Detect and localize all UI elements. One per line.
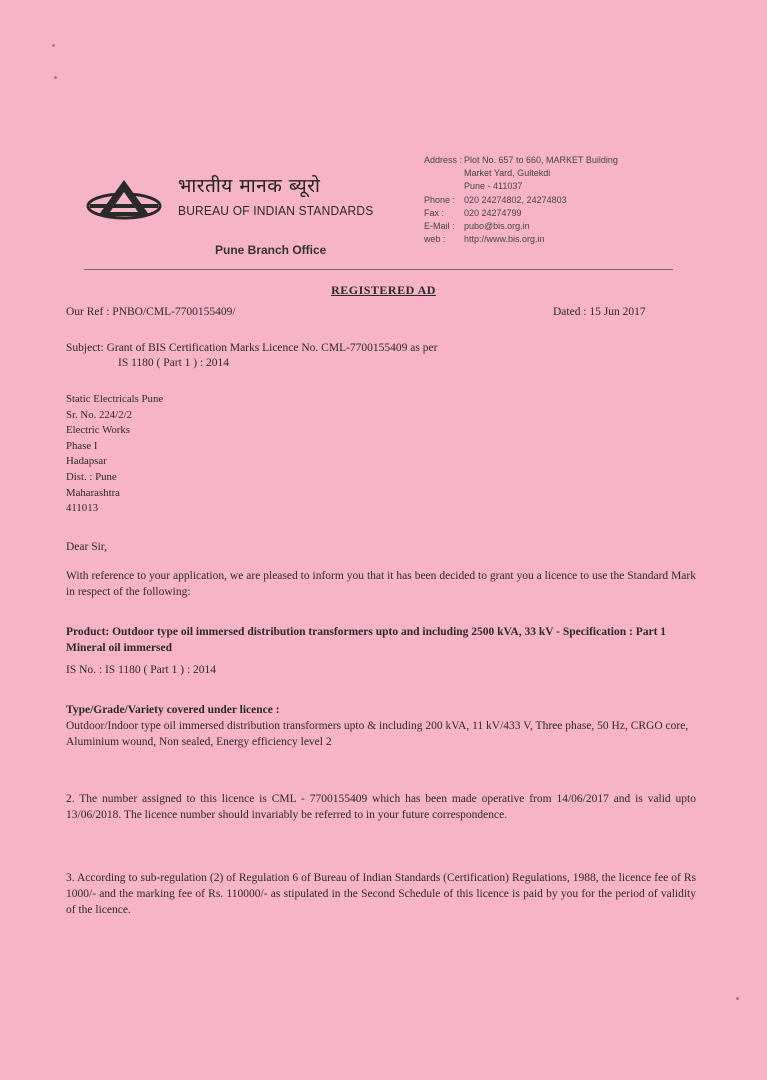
web-row: web : http://www.bis.org.in [424, 234, 545, 245]
subject-block [66, 341, 626, 371]
bis-logo-icon [86, 176, 162, 224]
subject-line: Subject: Grant of BIS Certification Marks Licence No. CML-7700155409 as per [66, 342, 438, 354]
phone-row: Phone : 020 24274802, 24274803 [424, 194, 567, 205]
our-reference: Our Ref : PNBO/CML-7700155409/ [66, 306, 236, 318]
types-covered-block [66, 702, 696, 750]
recipient-line: Hadapsar [66, 455, 107, 468]
bis-hindi-name: भारतीय मानक ब्यूरो [178, 175, 321, 197]
address-row: Pune - 411037 [464, 181, 523, 192]
recipient-line: Phase I [66, 439, 98, 452]
paragraph-fees: 3. According to sub-regulation (2) of Regulation 6 of Bureau of Indian Standards (Certification) Regulations, 1988, the licence fee of Rs 1000/- and the marking fee of Rs. 110000/- as stipulated in the Second Schedule of this licence is paid by you for the period of validity of the licence. [66, 872, 696, 916]
fax-row: Fax : 020 24274799 [424, 207, 522, 218]
branch-office-label: Pune Branch Office [215, 243, 327, 257]
paper-speck [54, 76, 57, 79]
types-text: Outdoor/Indoor type oil immersed distribution transformers upto & including 200 kVA, 11 kV/433 V, Three phase, 50 Hz, CRGO core, Aluminium wound, Non sealed, Energy efficiency level 2 [66, 720, 689, 748]
recipient-line: Electric Works [66, 424, 130, 437]
product-description: Product: Outdoor type oil immersed distribution transformers upto and including 2500 kVA, 33 kV - Specification : Part 1 Mineral oil immersed [66, 626, 667, 654]
paragraph-intro: With reference to your application, we are pleased to inform you that it has been decided to grant you a licence to use the Standard Mark in respect of the following: [66, 570, 696, 598]
email-row: E-Mail : pubo@bis.org.in [424, 221, 530, 232]
office-address-block [424, 154, 684, 246]
recipient-line: Maharashtra [66, 486, 120, 499]
types-heading: Type/Grade/Variety covered under licence : [66, 704, 280, 716]
letter-date: Dated : 15 Jun 2017 [553, 306, 646, 318]
salutation: Dear Sir, [66, 541, 108, 553]
address-row: Market Yard, Gultekdi [464, 168, 551, 179]
paper-speck [52, 44, 55, 47]
subject-standard: IS 1180 ( Part 1 ) : 2014 [118, 357, 230, 369]
registered-ad-label: REGISTERED AD [331, 283, 436, 297]
recipient-line: Dist. : Pune [66, 470, 117, 483]
recipient-line: Static Electricals Pune [66, 393, 164, 405]
bis-english-name: BUREAU OF INDIAN STANDARDS [178, 204, 374, 218]
paper-speck [736, 997, 739, 1000]
paragraph-licence-number: 2. The number assigned to this licence is CML - 7700155409 which has been made operative from 14/06/2017 and is valid upto 13/06/2018. The licence number should invariably be referred to in your future correspondence. [66, 793, 696, 821]
header-divider [84, 269, 673, 270]
recipient-line: 411013 [66, 502, 98, 515]
recipient-line: Sr. No. 224/2/2 [66, 408, 132, 421]
recipient-address [66, 392, 163, 517]
is-number: IS No. : IS 1180 ( Part 1 ) : 2014 [66, 664, 217, 676]
address-row: Address : Plot No. 657 to 660, MARKET Building [424, 155, 618, 165]
